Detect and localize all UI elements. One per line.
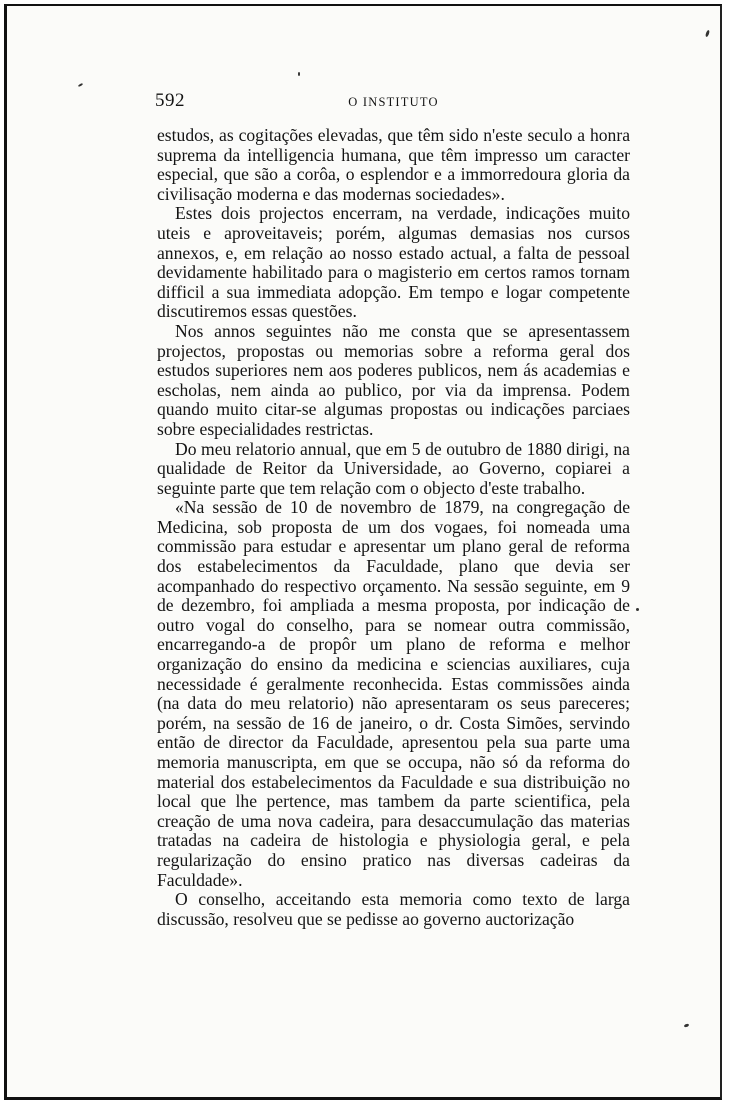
paragraph: O conselho, acceitando esta memoria como texto de larga discussão, resolveu que se pedisse ao governo auctorização [157, 889, 630, 929]
journal-title: O INSTITUTO [348, 95, 439, 109]
paragraph-continuation: estudos, as cogitações elevadas, que têm sido n'este seculo a honra suprema da intelligencia humana, que têm impresso um caracter especial, que são a corôa, o esplendor e a immorredoura gloria da civilisação moderna e das modernas sociedades». [157, 125, 630, 204]
paragraph: Nos annos seguintes não me consta que se apresentassem projectos, propostas ou memorias sobre a reforma geral dos estudos superiores nem aos poderes publicos, nem ás academias e escholas, nem ainda ao publico, por via da imprensa. Podem quando muito citar-se algumas propostas ou indicações parciaes sobre especialidades restrictas. [157, 320, 630, 439]
book-page [157, 90, 630, 929]
paragraph: Estes dois projectos encerram, na verdade, indicações muito uteis e aproveitaveis; porém, algumas demasias nos cursos annexos, e, em relação ao nosso estado actual, a falta de pessoal devidamente habilitado para o magisterio em certos ramos tornam difficil a sua immediata adopção. Em tempo e logar competente discutiremos essas questões. [157, 203, 630, 322]
quoted-paragraph: «Na sessão de 10 de novembro de 1879, na congregação de Medicina, sob proposta de um dos vogaes, foi nomeada uma commissão para estudar e apresentar um plano geral de reforma dos estabelecimentos da Faculdade, plano que devia ser acompanhado do respectivo orçamento. Na sessão seguinte, em 9 de dezembro, foi ampliada a mesma proposta, por indicação de outro vogal do conselho, para se nomear outra commissão, encarregando-a de propôr um plano de reforma e melhor organização do ensino da medicina e sciencias auxiliares, cuja necessidade é geralmente reconhecida. Estas commissões ainda (na data do meu relatorio) não apresentaram os seus pareceres; porém, na sessão de 16 de janeiro, o dr. Costa Simões, servindo então de director da Faculdade, apresentou pela sua parte uma memoria manuscripta, em que se occupa, não só da reforma do material dos estabelecimentos da Faculdade e sua distribuição no local que lhe pertence, mas tambem da parte scientifica, pela creação de uma nova cadeira, para desaccumulação das materias tratadas na cadeira de histologia e physiologia geral, e pela regularização do ensino pratico nas diversas cadeiras da Faculdade». [157, 497, 630, 890]
page-number: 592 [155, 90, 185, 111]
paragraph: Do meu relatorio annual, que em 5 de outubro de 1880 dirigi, na qualidade de Reitor da Universidade, ao Governo, copiarei a seguinte parte que tem relação com o objecto d'este trabalho. [157, 438, 630, 498]
body-text [157, 126, 630, 929]
running-head [157, 90, 630, 112]
